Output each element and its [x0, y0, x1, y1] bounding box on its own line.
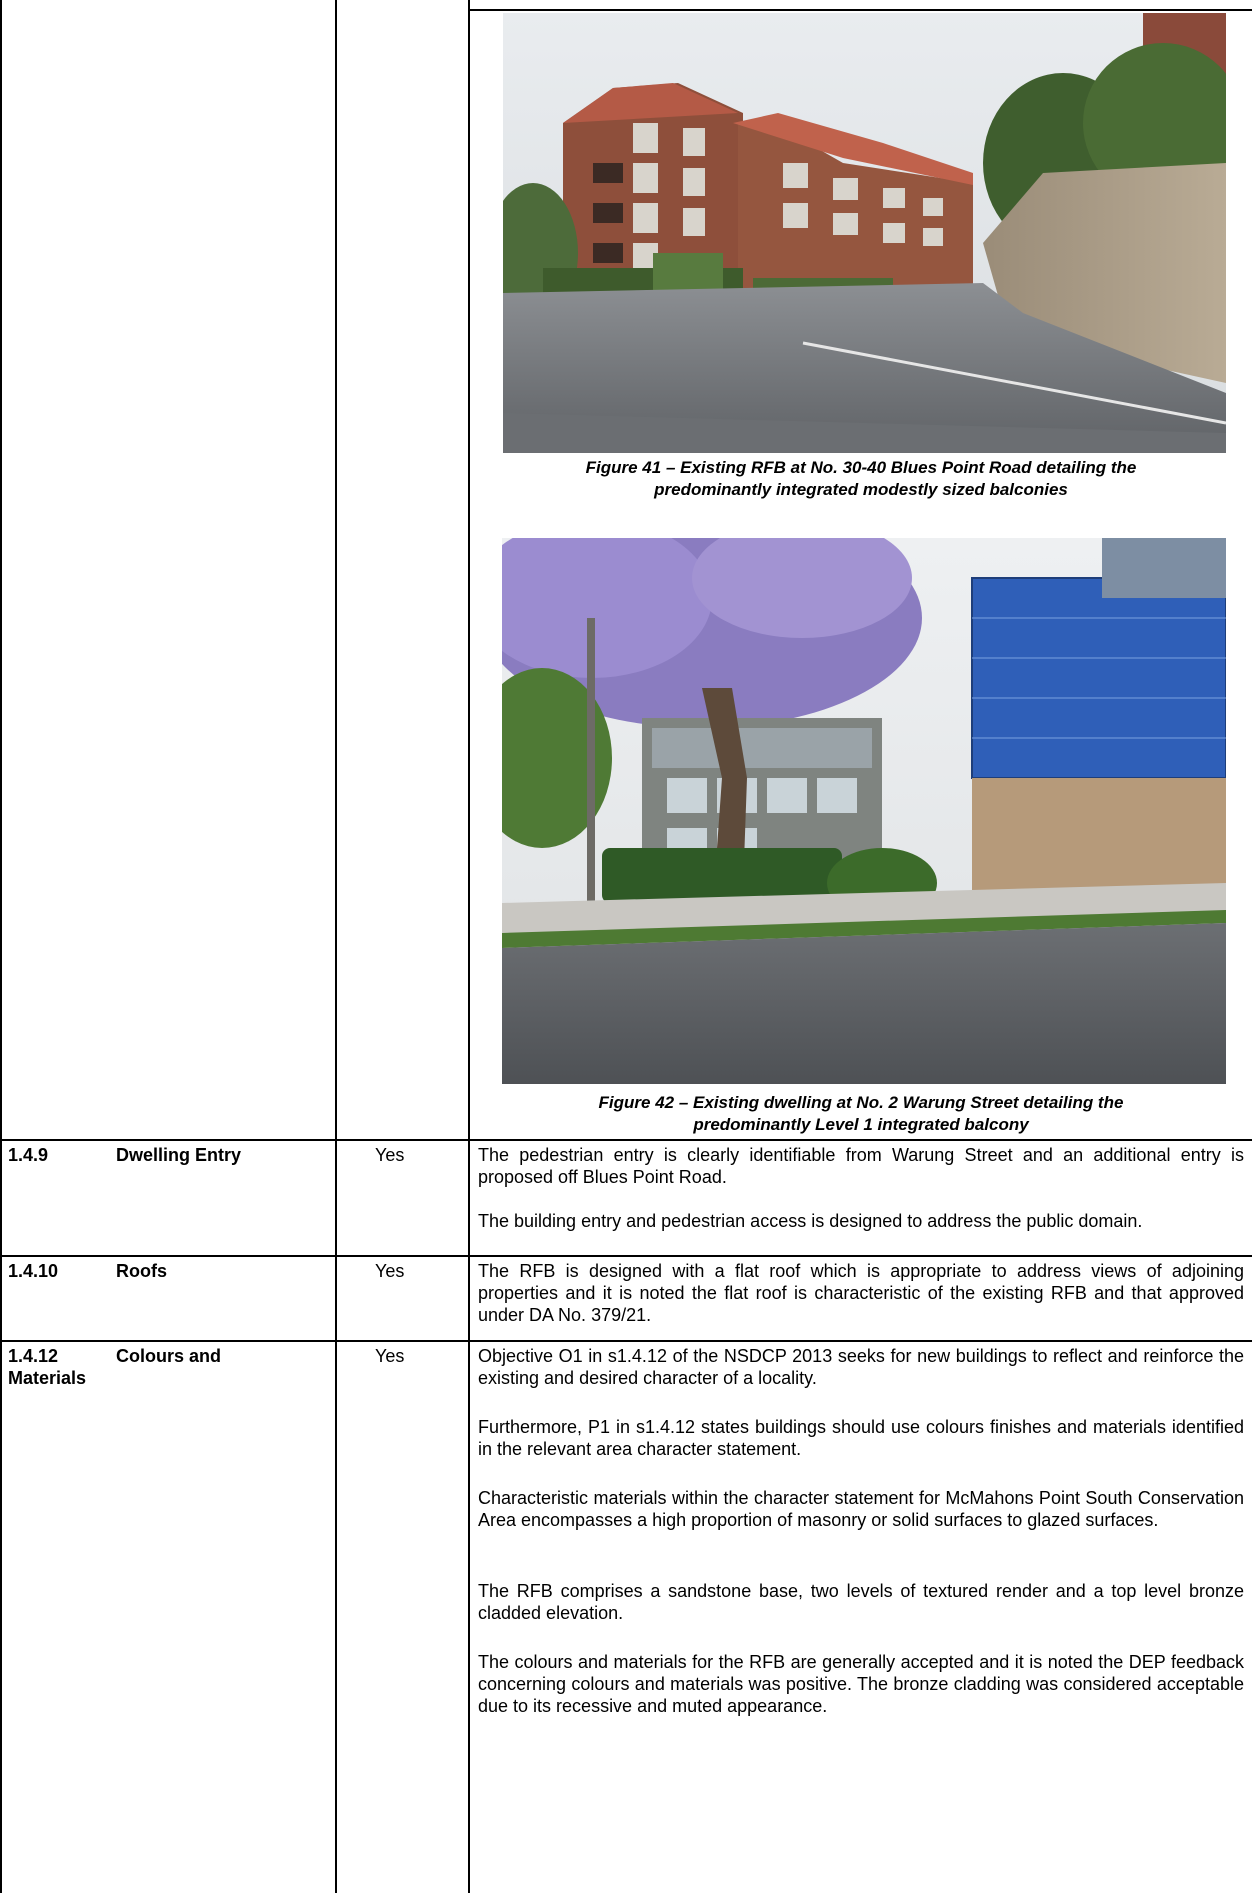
clause-number-1-4-9: 1.4.9	[8, 1145, 49, 1165]
clause-number-1-4-10: 1.4.10	[8, 1261, 59, 1281]
clause-number-1-4-12: 1.4.12	[8, 1346, 59, 1366]
comment-1-4-9-para-1: The pedestrian entry is clearly identifiable from Warung Street and an additional entry is proposed off Blues Point Road.	[478, 1145, 1244, 1187]
complies-1-4-9: Yes	[375, 1145, 405, 1165]
figure-42-photo	[502, 538, 1226, 1084]
row-divider-2	[0, 1255, 1252, 1257]
figure-41-photo	[503, 13, 1226, 453]
warung-street-illustration	[502, 538, 1226, 1084]
rfb-building-illustration	[503, 13, 1226, 453]
column-divider-2	[468, 0, 470, 1893]
figure-41-caption-line-2: predominantly integrated modestly sized balconies	[654, 480, 1068, 499]
figure-42-caption-line-1: Figure 42 – Existing dwelling at No. 2 Warung Street detailing the	[598, 1093, 1124, 1112]
comment-1-4-9-para-2: The building entry and pedestrian access is designed to address the public domain.	[478, 1211, 1143, 1231]
comment-1-4-12-para-4: The RFB comprises a sandstone base, two levels of textured render and a top level bronze cladded elevation.	[478, 1581, 1244, 1623]
figure-41-caption	[470, 457, 1252, 501]
complies-1-4-12: Yes	[375, 1346, 405, 1366]
comment-1-4-12-para-3: Characteristic materials within the character statement for McMahons Point South Conservation Area encompasses a high proportion of masonry or solid surfaces to glazed surfaces.	[478, 1488, 1244, 1530]
figure-41-caption-line-1: Figure 41 – Existing RFB at No. 30-40 Blues Point Road detailing the	[585, 458, 1137, 477]
comment-1-4-12-para-1: Objective O1 in s1.4.12 of the NSDCP 2013 seeks for new buildings to reflect and reinforce the existing and desired character of a locality.	[478, 1346, 1244, 1388]
comment-1-4-12-para-5: The colours and materials for the RFB are generally accepted and it is noted the DEP feedback concerning colours and materials was positive. The bronze cladding was considered acceptable due to its recessive and muted appearance.	[478, 1652, 1244, 1716]
clause-title-roofs: Roofs	[116, 1261, 167, 1281]
table-border-top	[468, 9, 1252, 11]
clause-title-materials: Materials	[8, 1368, 87, 1388]
table-border-left	[0, 0, 2, 1893]
complies-1-4-10: Yes	[375, 1261, 405, 1281]
comment-1-4-12-para-2: Furthermore, P1 in s1.4.12 states buildings should use colours finishes and materials identified in the relevant area character statement.	[478, 1417, 1244, 1459]
row-divider-3	[0, 1340, 1252, 1342]
comment-1-4-10-para-1: The RFB is designed with a flat roof which is appropriate to address views of adjoining properties and it is noted the flat roof is characteristic of the existing RFB and that approved under DA No. 379/21.	[478, 1261, 1244, 1325]
figure-42-caption	[470, 1092, 1252, 1136]
column-divider-1	[335, 0, 337, 1893]
clause-title-dwelling-entry: Dwelling Entry	[116, 1145, 242, 1165]
row-divider-1	[0, 1139, 1252, 1141]
figure-42-caption-line-2: predominantly Level 1 integrated balcony	[693, 1115, 1029, 1134]
clause-title-colours-and: Colours and	[116, 1346, 222, 1366]
